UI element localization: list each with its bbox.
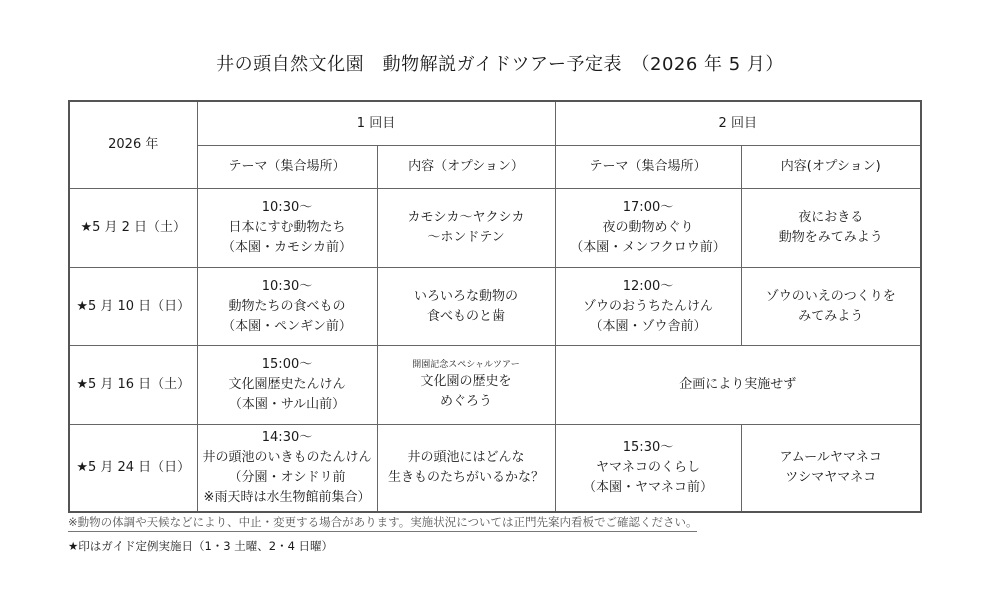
table-row [69,346,921,425]
session1-content-cell: 開園記念スペシャルツアー 文化園の歴史を めぐろう [377,346,555,425]
session1-content-header: 内容（オプション） [377,146,555,189]
cancellation-footnote: ※動物の体調や天候などにより、中止・変更する場合があります。実施状況については正門先案内看板でご確認ください。 [68,514,697,532]
table-row [69,268,921,346]
session2-content-header: 内容(オプション) [741,146,921,189]
schedule-table [68,100,922,513]
date-cell: ★5 月 10 日（日） [69,268,197,346]
session1-content-cell: カモシカ～ヤクシカ ～ホンドテン [377,189,555,268]
session2-content-cell: アムールヤマネコ ツシマヤマネコ [741,425,921,513]
regular-day-footnote: ★印はガイド定例実施日（1・3 土曜、2・4 日曜） [68,539,334,553]
table-row [69,189,921,268]
session2-theme-cell: 12:00～ ゾウのおうちたんけん （本園・ゾウ舎前） [555,268,741,346]
date-cell: ★5 月 2 日（土） [69,189,197,268]
session2-content-cell: 夜におきる 動物をみてみよう [741,189,921,268]
session2-header: 2 回目 [555,101,921,146]
session1-header: 1 回目 [197,101,555,146]
page-title: 井の頭自然文化園 動物解説ガイドツアー予定表 （2026 年 5 月） [216,54,784,75]
special-tour-note: 開園記念スペシャルツアー [412,360,520,370]
date-cell: ★5 月 24 日（日） [69,425,197,513]
date-cell: ★5 月 16 日（土） [69,346,197,425]
table-row [69,425,921,513]
session1-theme-cell: 15:00～ 文化園歴史たんけん （本園・サル山前） [197,346,377,425]
session2-theme-cell: 17:00～ 夜の動物めぐり （本園・メンフクロウ前） [555,189,741,268]
session1-content-cell: いろいろな動物の 食べものと歯 [377,268,555,346]
year-header: 2026 年 [69,101,197,189]
session2-content-cell: ゾウのいえのつくりを みてみよう [741,268,921,346]
session1-theme-header: テーマ（集合場所） [197,146,377,189]
session1-theme-cell: 10:30～ 動物たちの食べもの （本園・ペンギン前） [197,268,377,346]
session2-theme-header: テーマ（集合場所） [555,146,741,189]
session2-theme-cell: 15:30～ ヤマネコのくらし （本園・ヤマネコ前） [555,425,741,513]
session1-theme-cell: 14:30～ 井の頭池のいきものたんけん （分園・オシドリ前 ※雨天時は水生物館前集合） [197,425,377,513]
session1-theme-cell: 10:30～ 日本にすむ動物たち （本園・カモシカ前） [197,189,377,268]
session1-content-cell: 井の頭池にはどんな 生きものたちがいるかな？ [377,425,555,513]
session2-not-held-cell: 企画により実施せず [555,346,921,425]
